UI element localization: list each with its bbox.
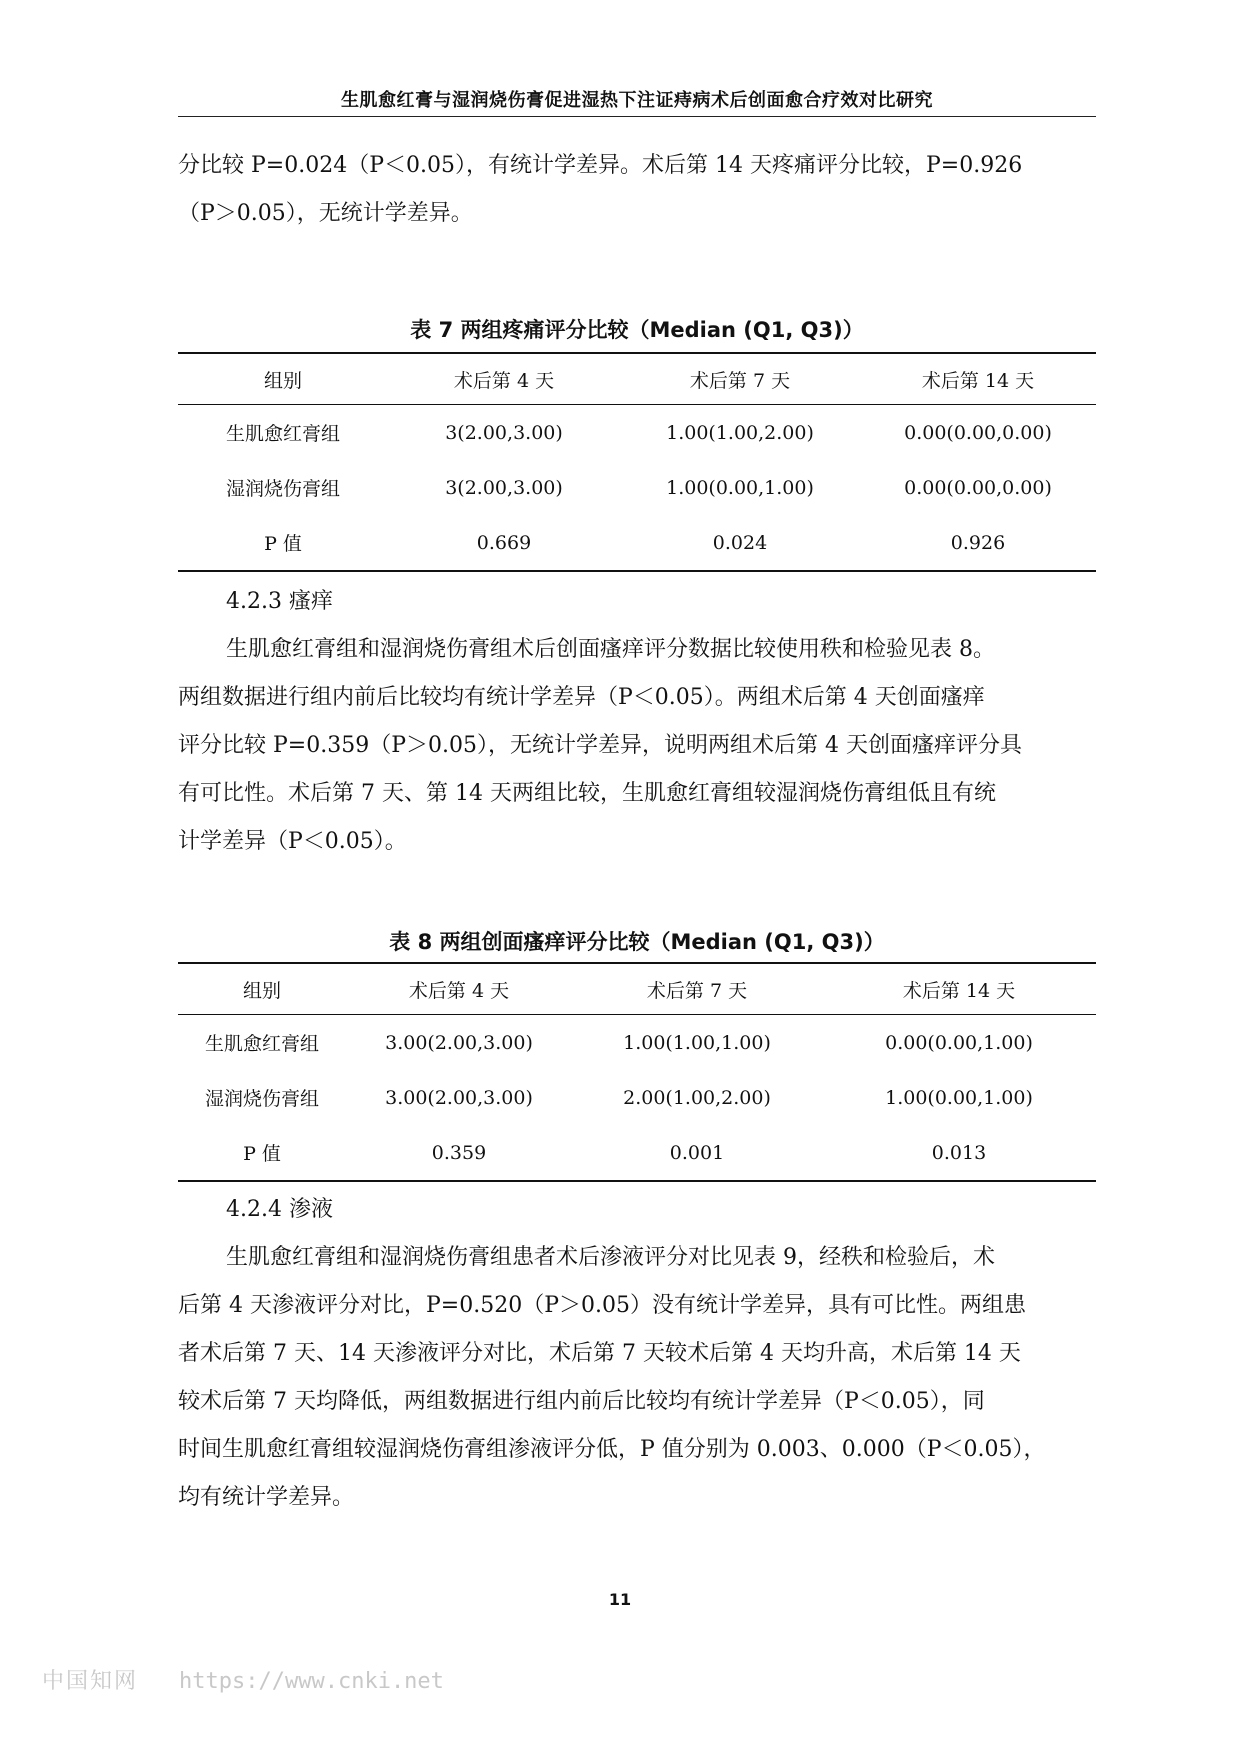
table-cell: 1.00(0.00,1.00) [666,476,814,499]
column-header: 组别 [242,979,281,1002]
table-row [178,405,1096,461]
table-cell: P 值 [264,533,302,555]
table7 [178,352,1096,572]
paragraph-line: 后第 4 天渗液评分对比，P=0.520（P＞0.05）没有统计学差异，具有可比性。两组患 [178,1293,1026,1318]
section-heading-4-2-3: 4.2.3 瘙痒 [226,589,333,614]
column-header: 术后第 7 天 [646,979,748,1002]
table-header-row [178,963,1096,1015]
table-row [178,1125,1096,1181]
table-cell: 湿润烧伤膏组 [204,1088,319,1110]
table-cell: 0.359 [431,1141,487,1164]
page-number: 11 [608,1590,632,1609]
table-cell: 0.00(0.00,1.00) [885,1031,1033,1054]
column-header: 术后第 14 天 [902,979,1016,1002]
table-cell: 2.00(1.00,2.00) [623,1086,771,1109]
paragraph-line: 较术后第 7 天均降低，两组数据进行组内前后比较均有统计学差异（P＜0.05），同 [178,1389,985,1414]
watermark-url: https://www.cnki.net [179,1669,444,1694]
column-header: 术后第 14 天 [921,369,1035,392]
table-cell: 1.00(1.00,1.00) [623,1031,771,1054]
paragraph-line: 时间生肌愈红膏组较湿润烧伤膏组渗液评分低，P 值分别为 0.003、0.000（P＜0.05）， [178,1437,1046,1462]
watermark-brand: 中国知网 [42,1669,139,1694]
table8 [178,962,1096,1182]
table-cell: 1.00(0.00,1.00) [885,1086,1033,1109]
table-cell: 3(2.00,3.00) [445,476,563,499]
paragraph-line: 评分比较 P=0.359（P＞0.05），无统计学差异，说明两组术后第 4 天创面瘙痒评分具 [178,733,1022,758]
paragraph-line: 生肌愈红膏组和湿润烧伤膏组患者术后渗液评分对比见表 9，经秩和检验后，术 [226,1245,995,1270]
running-header: 生肌愈红膏与湿润烧伤膏促进湿热下注证痔病术后创面愈合疗效对比研究 [341,90,933,111]
table7-caption: 表 7 两组疼痛评分比较（Median (Q1, Q3)） [410,318,864,342]
header-rule [178,116,1096,117]
table-cell: 生肌愈红膏组 [204,1033,319,1055]
paragraph-line: （P＞0.05），无统计学差异。 [178,201,473,226]
table-row [178,515,1096,571]
table-cell: 湿润烧伤膏组 [225,478,340,500]
paragraph-line: 生肌愈红膏组和湿润烧伤膏组术后创面瘙痒评分数据比较使用秩和检验见表 8。 [226,637,995,662]
column-header: 术后第 4 天 [453,369,555,392]
table-cell: 生肌愈红膏组 [225,423,340,445]
table-row [178,1015,1096,1071]
table-cell: 0.013 [931,1141,987,1164]
paragraph-line: 两组数据进行组内前后比较均有统计学差异（P＜0.05）。两组术后第 4 天创面瘙痒 [178,685,985,710]
column-header: 术后第 7 天 [689,369,791,392]
table-row [178,1070,1096,1125]
table-cell: 0.00(0.00,0.00) [904,421,1052,444]
paragraph-line: 者术后第 7 天、14 天渗液评分对比，术后第 7 天较术后第 4 天均升高，术后第 14 天 [178,1341,1021,1366]
watermark [42,1664,444,1695]
column-header: 组别 [263,369,302,392]
section-4-2-3-paragraph [178,626,1096,866]
column-header: 术后第 4 天 [408,979,510,1002]
table-cell: P 值 [243,1143,281,1165]
table-header-row [178,353,1096,405]
section-4-2-4-paragraph [178,1234,1096,1522]
paragraph-line: 有可比性。术后第 7 天、第 14 天两组比较，生肌愈红膏组较湿润烧伤膏组低且有统 [178,781,996,806]
table-cell: 3.00(2.00,3.00) [385,1086,533,1109]
table-row [178,460,1096,515]
paragraph-line: 均有统计学差异。 [178,1485,355,1510]
table-cell: 3(2.00,3.00) [445,421,563,444]
table-cell: 0.669 [476,531,532,554]
table-cell: 3.00(2.00,3.00) [385,1031,533,1054]
section-heading-4-2-4: 4.2.4 渗液 [226,1197,333,1222]
table-cell: 1.00(1.00,2.00) [666,421,814,444]
table-cell: 0.926 [950,531,1006,554]
table8-caption: 表 8 两组创面瘙痒评分比较（Median (Q1, Q3)） [389,930,885,954]
table-cell: 0.001 [669,1141,725,1164]
paragraph-line: 分比较 P=0.024（P＜0.05），有统计学差异。术后第 14 天疼痛评分比较，P=0.926 [178,153,1023,178]
table-cell: 0.00(0.00,0.00) [904,476,1052,499]
paragraph-line: 计学差异（P＜0.05）。 [178,829,407,854]
intro-paragraph [178,142,1096,238]
table-cell: 0.024 [712,531,768,554]
